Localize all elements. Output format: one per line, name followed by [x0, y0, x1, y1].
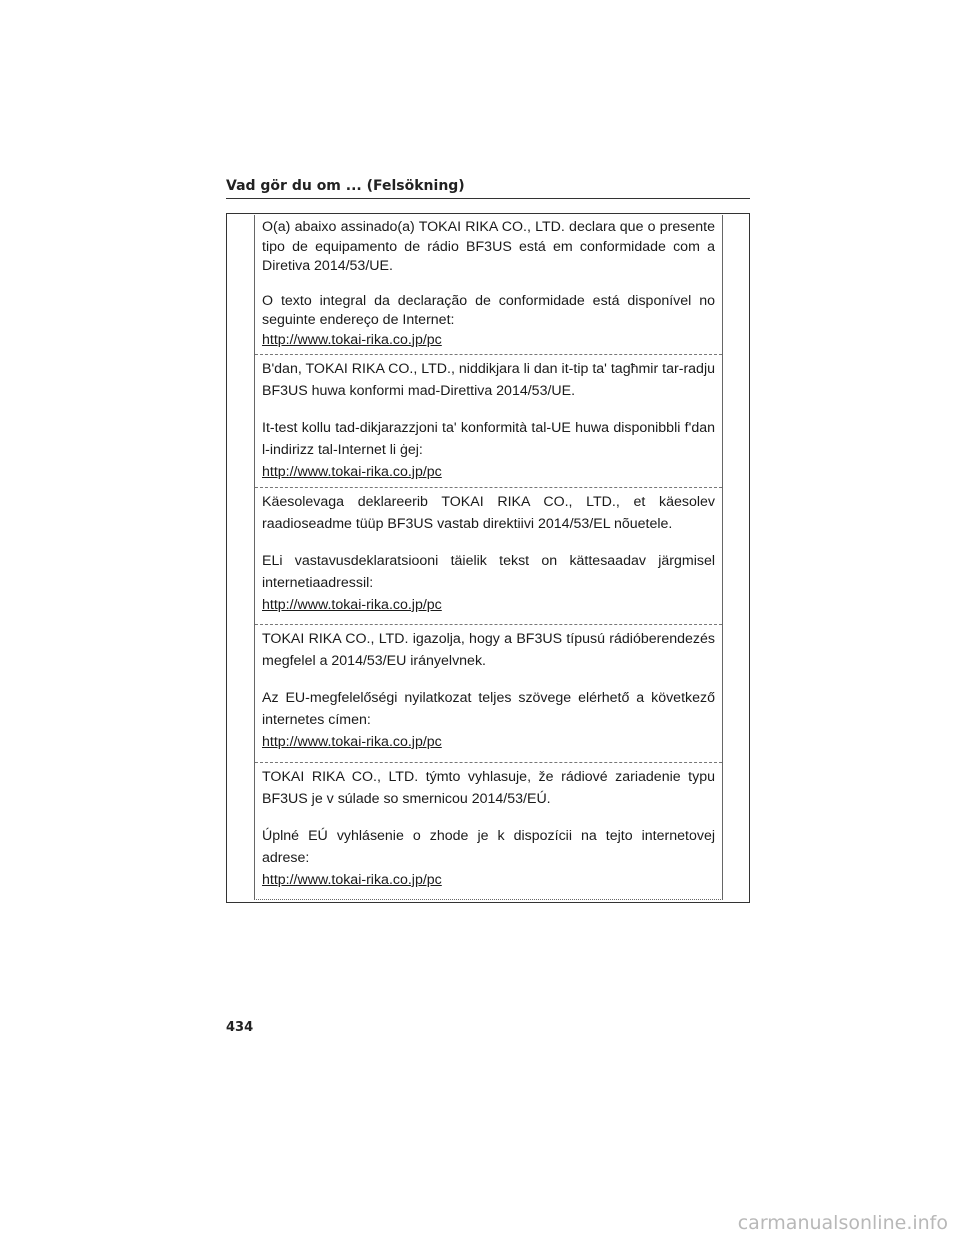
declaration-availability: Úplné EÚ vyhlásenie o zhode je k dispozícii na tejto internetovej adrese:	[262, 828, 715, 866]
declaration-section-hungarian	[255, 624, 722, 753]
declaration-link[interactable]: http://www.tokai-rika.co.jp/pc	[262, 872, 442, 888]
page-number: 434	[226, 1020, 254, 1035]
declaration-statement: TOKAI RIKA CO., LTD. týmto vyhlasuje, že rádiové zariadenie typu BF3US je v súlade so smernicou 2014/53/EÚ.	[262, 769, 715, 807]
declaration-table	[254, 215, 723, 900]
declaration-link[interactable]: http://www.tokai-rika.co.jp/pc	[262, 734, 442, 750]
declaration-availability: Az EU-megfelelőségi nyilatkozat teljes szövege elérhető a következő internetes címen:	[262, 690, 715, 728]
section-header-title: Vad gör du om ... (Felsökning)	[226, 178, 465, 194]
site-watermark: carmanualsonline.info	[737, 1212, 948, 1234]
declaration-section-maltese	[255, 354, 722, 483]
declaration-link[interactable]: http://www.tokai-rika.co.jp/pc	[262, 597, 442, 613]
declaration-statement: Käesolevaga deklareerib TOKAI RIKA CO., LTD., et käesolev raadioseadme tüüp BF3US vastab direktiivi 2014/53/EL nõuetele.	[262, 494, 715, 532]
declaration-link[interactable]: http://www.tokai-rika.co.jp/pc	[262, 464, 442, 480]
declaration-statement: B'dan, TOKAI RIKA CO., LTD., niddikjara li dan it-tip ta' tagħmir tar-radju BF3US huwa konformi mad-Direttiva 2014/53/UE.	[262, 361, 715, 399]
declaration-section-slovak	[255, 762, 722, 891]
declaration-availability: ELi vastavusdeklaratsiooni täielik tekst on kättesaadav järgmisel internetiaadressil:	[262, 553, 715, 591]
header-divider	[226, 198, 750, 199]
declaration-section-portuguese	[255, 218, 722, 350]
declaration-section-estonian	[255, 487, 722, 616]
declaration-availability: O texto integral da declaração de conformidade está disponível no seguinte endereço de Internet:	[262, 292, 715, 328]
declaration-statement: TOKAI RIKA CO., LTD. igazolja, hogy a BF3US típusú rádióberendezés megfelel a 2014/53/EU irányelvnek.	[262, 631, 715, 669]
declaration-link[interactable]: http://www.tokai-rika.co.jp/pc	[262, 331, 442, 348]
declaration-statement: O(a) abaixo assinado(a) TOKAI RIKA CO., LTD. declara que o presente tipo de equipamento de rádio BF3US está em conformidade com a Diretiva 2014/53/UE.	[262, 219, 715, 274]
declaration-availability: It-test kollu tad-dikjarazzjoni ta' konformità tal-UE huwa disponibbli f'dan l-indirizz tal-Internet li ġej:	[262, 420, 715, 458]
